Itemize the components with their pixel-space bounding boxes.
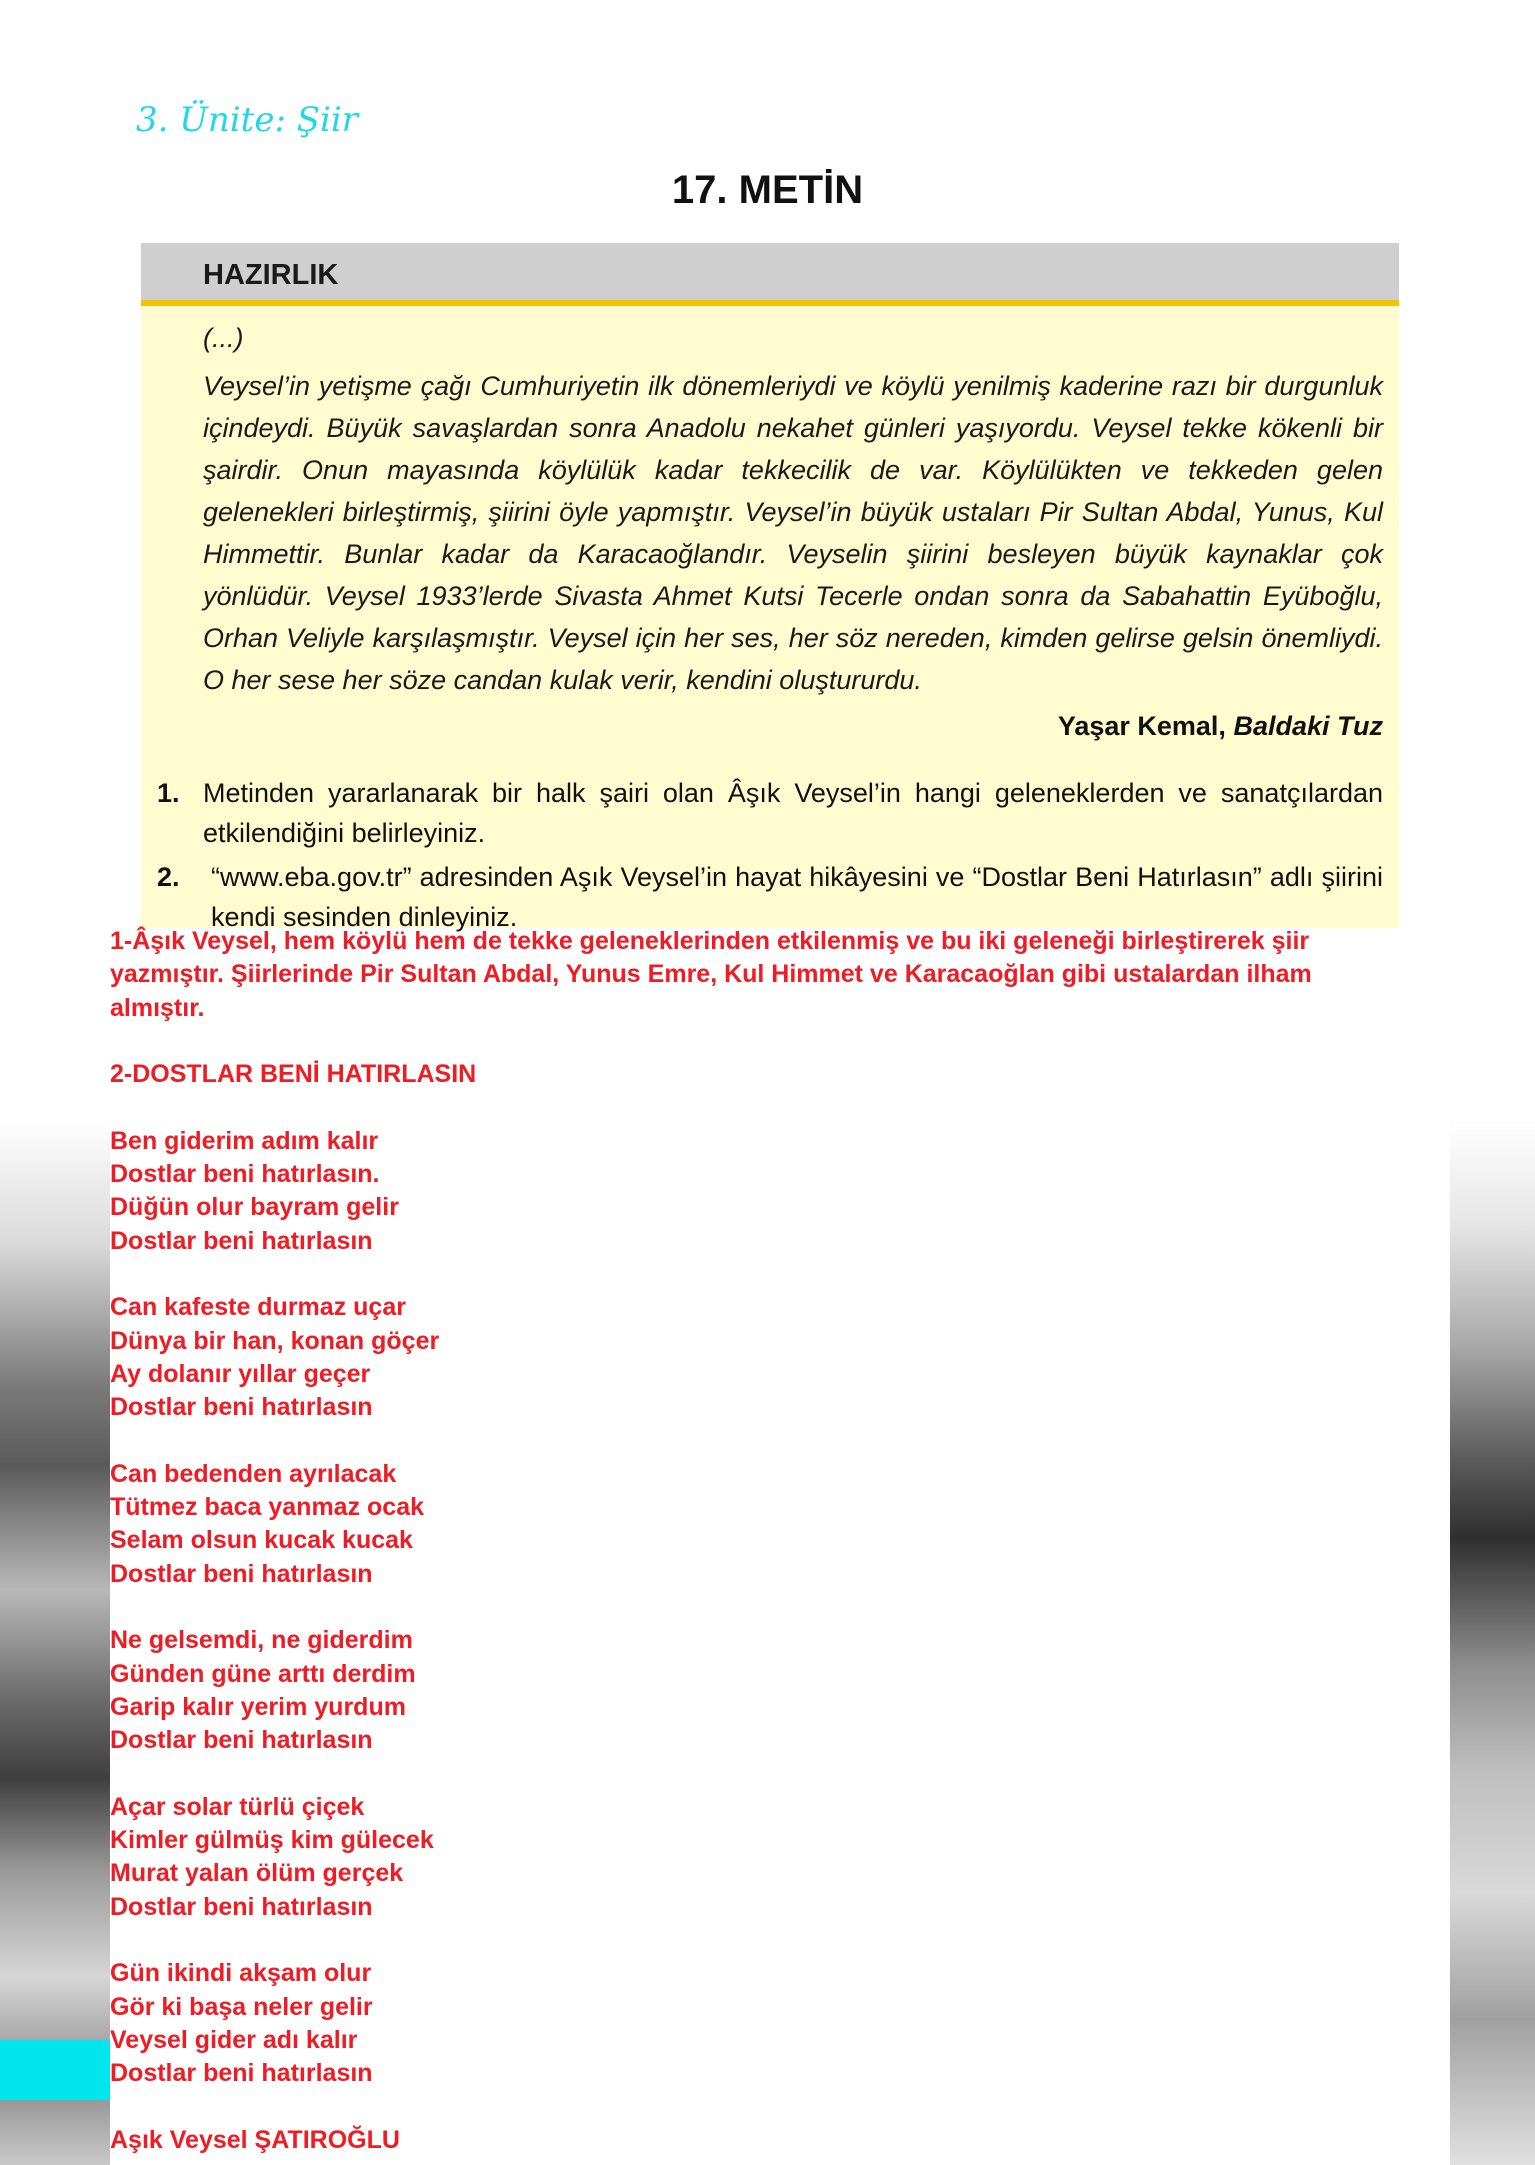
poem-line: Tütmez baca yanmaz ocak bbox=[110, 1493, 425, 1522]
poem-line: Gör ki başa neler gelir bbox=[110, 1992, 373, 2021]
question-number: 1. bbox=[157, 778, 180, 808]
question-text: “www.eba.gov.tr” adresinden Aşık Veysel’in hayat hikâyesini ve “Dostlar Beni Hatırlasın” adlı şiirini kendi sesinden dinleyiniz. bbox=[211, 862, 1383, 932]
answers-section bbox=[110, 925, 1410, 2157]
question-text: Metinden yararlanarak bir halk şairi olan Âşık Veysel’in hangi geleneklerden ve sanatçılardan etkilendiğini belirleyiniz. bbox=[203, 778, 1383, 848]
citation bbox=[1058, 711, 1383, 742]
poem-line: Kimler gülmüş kim gülecek bbox=[110, 1826, 434, 1855]
poem-line: Dostlar beni hatırlasın bbox=[110, 2059, 373, 2088]
question-number: 2. bbox=[157, 862, 180, 892]
page-number-tab bbox=[0, 2040, 110, 2100]
poem-line: Açar solar türlü çiçek bbox=[110, 1792, 365, 1821]
poem-line: Selam olsun kucak kucak bbox=[110, 1526, 413, 1555]
poem-line: Düğün olur bayram gelir bbox=[110, 1193, 399, 1222]
preparation-box bbox=[141, 243, 1399, 932]
unit-title: 3. Ünite: Şiir bbox=[136, 100, 359, 140]
citation-author: Yaşar Kemal, bbox=[1057, 711, 1226, 741]
background-photo-right bbox=[1450, 1120, 1535, 2165]
poem-line: Dostlar beni hatırlasın. bbox=[110, 1160, 380, 1189]
preparation-text: Veysel’in yetişme çağı Cumhuriyetin ilk dönemleriydi ve köylü yenilmiş kaderine razı bir durgunluk içindeydi. Büyük savaşlardan sonra Anadolu nekahet günleri yaşıyordu. Veysel tekke kökenli bir şairdir. Onun mayasında köylülük kadar tekkecilik de var. Köylülükten ve tekkeden gelen gelenekleri birleştirmiş, şiirini öyle yapmıştır. Veysel’in büyük ustaları Pir Sultan Abdal, Yunus, Kul Himmettir. Bunlar kadar da Karacaoğlandır. Veyselin şiirini besleyen büyük kaynaklar çok yönlüdür. Veysel 1933’lerde Sivasta Ahmet Kutsi Tecerle ondan sonra da Sabahattin Eyüboğlu, Orhan Veliyle karşılaşmıştır. Veysel için her ses, her söz nereden, kimden gelirse gelsin önemliydi. O her sese her söze candan kulak verir, kendini oluştururdu. bbox=[203, 371, 1383, 695]
preparation-header bbox=[141, 243, 1399, 306]
poem-line: Garip kalır yerim yurdum bbox=[110, 1692, 406, 1721]
poem-line: Ben giderim adım kalır bbox=[110, 1126, 379, 1155]
poem-line: Dostlar beni hatırlasın bbox=[110, 1393, 373, 1422]
citation-work: Baldaki Tuz bbox=[1233, 711, 1383, 741]
poem-line: Dostlar beni hatırlasın bbox=[110, 1892, 373, 1921]
poem-line: Gün ikindi akşam olur bbox=[110, 1959, 372, 1988]
poem-line: Can kafeste durmaz uçar bbox=[110, 1293, 406, 1322]
poem-signature: Aşık Veysel ŞATIROĞLU bbox=[110, 2125, 400, 2154]
poem-title: 2-DOSTLAR BENİ HATIRLASIN bbox=[110, 1060, 477, 1089]
poem-line: Murat yalan ölüm gerçek bbox=[110, 1859, 404, 1888]
preparation-ellipsis: (...) bbox=[203, 323, 244, 353]
poem-line: Dostlar beni hatırlasın bbox=[110, 1559, 373, 1588]
poem-line: Ne gelsemdi, ne giderdim bbox=[110, 1626, 413, 1655]
poem-line: Can bedenden ayrılacak bbox=[110, 1459, 397, 1488]
poem-line: Veysel gider adı kalır bbox=[110, 2025, 358, 2054]
poem-line: Dünya bir han, konan göçer bbox=[110, 1326, 440, 1355]
poem-line: Dostlar beni hatırlasın bbox=[110, 1726, 373, 1755]
preparation-heading: HAZIRLIK bbox=[203, 259, 339, 291]
poem-line: Dostlar beni hatırlasın bbox=[110, 1226, 373, 1255]
answer-1: 1-Âşık Veysel, hem köylü hem de tekke geleneklerinden etkilenmiş ve bu iki geleneği birleştirerek şiir yazmıştır. Şiirlerinde Pir Sultan Abdal, Yunus Emre, Kul Himmet ve Karacaoğlan gibi ustalardan ilham almıştır. bbox=[110, 927, 1312, 1022]
page-title: 17. METİN bbox=[671, 168, 864, 212]
background-photo-left bbox=[0, 1120, 110, 2165]
poem-line: Ay dolanır yıllar geçer bbox=[110, 1359, 371, 1388]
poem-line: Günden güne arttı derdim bbox=[110, 1659, 416, 1688]
